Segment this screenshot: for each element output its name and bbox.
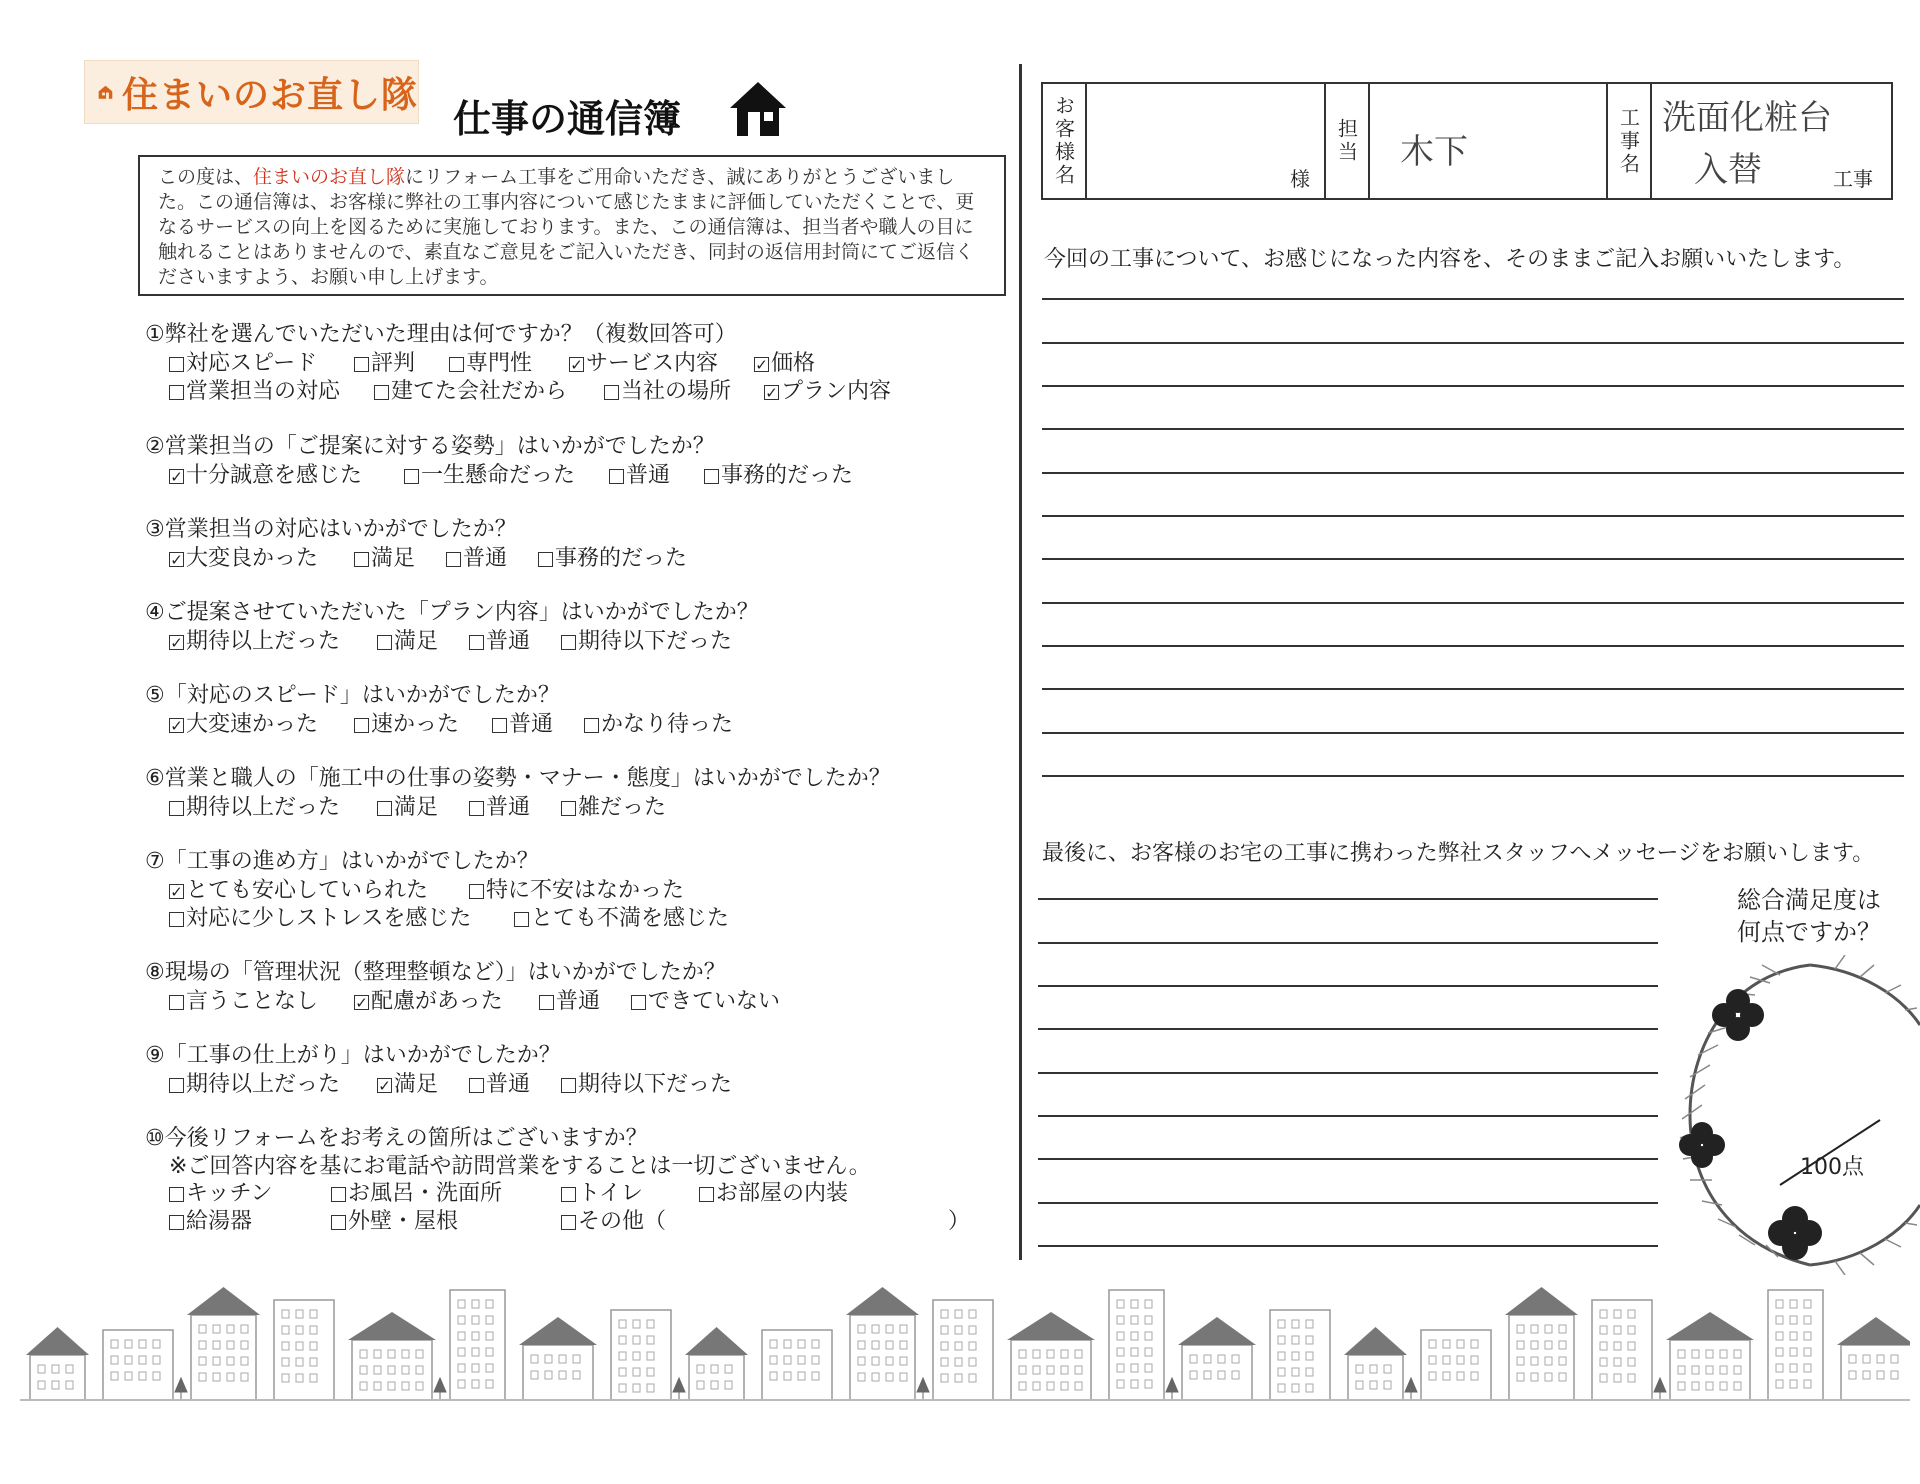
option-label: 給湯器 — [186, 1209, 253, 1234]
staff-name-field[interactable] — [1370, 84, 1608, 198]
option-label: かなり待った — [601, 712, 734, 737]
option-label: とても不満を感じた — [531, 906, 730, 931]
option-label: 満足 — [394, 1072, 439, 1097]
option-label: 事務的だった — [721, 463, 854, 488]
option-label: トイレ — [578, 1181, 643, 1206]
writing-line[interactable] — [1042, 298, 1904, 300]
option-label: お部屋の内装 — [716, 1181, 849, 1206]
question-title: ③営業担当の対応はいかがでしたか？ — [145, 517, 517, 542]
building — [611, 1310, 671, 1400]
checkbox-checked[interactable]: ✓ — [170, 882, 183, 901]
house-logo-icon — [97, 77, 114, 107]
building — [352, 1340, 432, 1400]
checkbox[interactable] — [331, 1215, 346, 1230]
building — [1011, 1340, 1091, 1400]
option-row — [145, 1071, 732, 1099]
checkbox[interactable] — [169, 385, 184, 400]
checkbox-checked[interactable]: ✓ — [378, 1076, 391, 1095]
checkbox[interactable] — [169, 912, 184, 927]
question-title: ⑥営業と職人の「施工中の仕事の姿勢・マナー・態度」はいかがでしたか？ — [145, 766, 891, 791]
option-label: 配慮があった — [371, 989, 503, 1014]
townscape-illustration — [20, 1268, 1910, 1418]
checkbox[interactable] — [699, 1187, 714, 1202]
writing-line[interactable] — [1042, 602, 1904, 604]
roof — [187, 1287, 260, 1315]
question-title: ④ご提案させていただいた「プラン内容」はいかがでしたか？ — [145, 600, 759, 625]
option-label: 普通 — [556, 989, 601, 1014]
question-title: ⑩今後リフォームをお考えの箇所はございますか？ — [145, 1126, 648, 1151]
checkbox[interactable] — [469, 635, 484, 650]
option-label: 対応スピード — [186, 351, 318, 376]
option-row — [145, 628, 759, 656]
option-label: 満足 — [371, 546, 416, 571]
building — [1348, 1355, 1403, 1400]
roof — [519, 1317, 597, 1345]
question-title: ⑦「工事の進め方」はいかがでしたか？ — [145, 849, 539, 874]
work-name-line2: 入替 — [1694, 150, 1762, 190]
building — [1841, 1345, 1910, 1400]
option-label: 営業担当の対応 — [186, 379, 341, 404]
option-label: 特に不安はなかった — [486, 878, 685, 903]
writing-line[interactable] — [1038, 1158, 1658, 1160]
checkbox-checked[interactable]: ✓ — [765, 383, 778, 402]
question-title: ⑨「工事の仕上がり」はいかがでしたか？ — [145, 1043, 561, 1068]
writing-line[interactable] — [1042, 515, 1904, 517]
option-label: プラン内容 — [781, 379, 892, 404]
building — [1670, 1340, 1750, 1400]
checkbox[interactable] — [446, 552, 461, 567]
question-10 — [145, 1124, 970, 1236]
option-row — [145, 462, 853, 490]
checkbox[interactable] — [354, 552, 369, 567]
checkbox[interactable] — [354, 718, 369, 733]
option-row — [145, 711, 733, 739]
question-note: ※ご回答内容を基にお電話や訪問営業をすることは一切ございません。 — [169, 1154, 871, 1179]
checkbox[interactable] — [609, 469, 624, 484]
question-title: ②営業担当の「ご提案に対する姿勢」はいかがでしたか？ — [145, 434, 715, 459]
checkbox-checked[interactable]: ✓ — [170, 716, 183, 735]
tree — [175, 1378, 187, 1400]
option-label: とても安心していられた — [186, 878, 429, 903]
roof — [1178, 1317, 1256, 1345]
message-prompt: 最後に、お客様のお宅の工事に携わった弊社スタッフへメッセージをお願いします。 — [1042, 841, 1875, 866]
roof — [685, 1327, 748, 1355]
writing-line[interactable] — [1042, 342, 1904, 344]
option-label: 期待以下だった — [578, 1072, 733, 1097]
checkbox[interactable] — [538, 552, 553, 567]
option-label: 建てた会社だから — [391, 379, 568, 404]
writing-line[interactable] — [1042, 688, 1904, 690]
checkbox[interactable] — [539, 995, 554, 1010]
roof — [1007, 1312, 1095, 1340]
option-label: 普通 — [486, 795, 531, 820]
company-logo — [84, 60, 419, 124]
intro-before: この度は、 — [158, 166, 254, 188]
building — [1182, 1345, 1252, 1400]
rating-question — [1737, 884, 1881, 948]
intro-text-box — [138, 155, 1006, 296]
rating-question-line2: 何点ですか？ — [1737, 918, 1881, 946]
question-5 — [145, 681, 733, 739]
tree — [1654, 1378, 1666, 1400]
option-label: 期待以上だった — [186, 1072, 341, 1097]
question-9 — [145, 1041, 732, 1099]
option-row — [145, 1208, 970, 1236]
work-name-field[interactable] — [1652, 84, 1891, 198]
staff-name-handwriting: 木下 — [1400, 132, 1468, 172]
option-label: 大変良かった — [186, 546, 319, 571]
column-divider — [1019, 64, 1022, 1260]
writing-line[interactable] — [1042, 472, 1904, 474]
question-2 — [145, 432, 853, 490]
work-label: 工事名 — [1608, 84, 1652, 198]
option-label: 雑だった — [578, 795, 667, 820]
tree — [917, 1378, 929, 1400]
option-label: 期待以上だった — [186, 629, 341, 654]
checkbox[interactable] — [169, 357, 184, 372]
writing-line[interactable] — [1038, 1072, 1658, 1074]
tree — [1166, 1378, 1178, 1400]
checkbox[interactable] — [469, 801, 484, 816]
checkbox[interactable] — [169, 801, 184, 816]
checkbox-checked[interactable]: ✓ — [355, 993, 368, 1012]
option-label: 普通 — [626, 463, 671, 488]
option-label: 満足 — [394, 629, 439, 654]
tree — [434, 1378, 446, 1400]
writing-line[interactable] — [1038, 898, 1658, 900]
building-row — [26, 1287, 1910, 1400]
checkbox[interactable] — [469, 1078, 484, 1093]
option-row — [145, 378, 891, 406]
writing-line[interactable] — [1042, 732, 1904, 734]
customer-label: お客様名 — [1043, 84, 1087, 198]
option-label: 当社の場所 — [621, 379, 732, 404]
question-6 — [145, 764, 891, 822]
writing-line[interactable] — [1042, 645, 1904, 647]
checkbox[interactable] — [514, 912, 529, 927]
roof — [1837, 1317, 1910, 1345]
option-row — [145, 545, 687, 573]
writing-line[interactable] — [1038, 1115, 1658, 1117]
checkbox[interactable] — [354, 357, 369, 372]
option-label: 価格 — [771, 351, 816, 376]
checkbox[interactable] — [631, 995, 646, 1010]
checkbox-checked[interactable]: ✓ — [170, 633, 183, 652]
comment-prompt: 今回の工事について、お感じになった内容を、そのままご記入お願いいたします。 — [1044, 247, 1856, 272]
option-label: 期待以下だった — [578, 629, 733, 654]
building — [30, 1355, 85, 1400]
writing-line[interactable] — [1042, 385, 1904, 387]
option-label: 普通 — [486, 1072, 531, 1097]
work-name-line1: 洗面化粧台 — [1662, 98, 1832, 138]
checkbox[interactable] — [492, 718, 507, 733]
info-table — [1041, 82, 1893, 200]
house-icon — [728, 80, 788, 138]
intro-body: にリフォーム工事をご用命いただき、誠にありがとうございました。この通信簿は、お客様に弊社の工事内容について感じたままに評価していただくことで、更なるサービスの向上を図るために実施しております。また、この通信簿は、担当者や職人の目に触れることはありませんので、素直なご意見をご記入いただき、同封の返信用封筒にてご返信くださいますよう、お願い申し上げます。 — [158, 166, 975, 288]
checkbox-checked[interactable]: ✓ — [170, 467, 183, 486]
option-label: 大変速かった — [186, 712, 319, 737]
option-label: できていない — [648, 989, 781, 1014]
writing-line[interactable] — [1042, 558, 1904, 560]
question-3 — [145, 515, 687, 573]
writing-line[interactable] — [1038, 1028, 1658, 1030]
option-row — [145, 794, 891, 822]
work-suffix: 工事 — [1833, 167, 1873, 191]
option-label: サービス内容 — [586, 351, 719, 376]
question-1 — [145, 320, 891, 406]
closing-paren: ） — [948, 1209, 971, 1234]
roof — [846, 1287, 919, 1315]
writing-line[interactable] — [1038, 942, 1658, 944]
roof — [348, 1312, 436, 1340]
writing-line[interactable] — [1042, 775, 1904, 777]
checkbox[interactable] — [169, 995, 184, 1010]
option-label: その他（ — [578, 1209, 667, 1234]
option-label: 専門性 — [466, 351, 533, 376]
option-row — [145, 905, 729, 933]
option-label: キッチン — [186, 1181, 273, 1206]
checkbox[interactable] — [561, 1215, 576, 1230]
checkbox[interactable] — [169, 1215, 184, 1230]
question-7 — [145, 847, 729, 933]
writing-line[interactable] — [1038, 985, 1658, 987]
customer-name-field[interactable] — [1087, 84, 1326, 198]
checkbox[interactable] — [469, 884, 484, 899]
checkbox[interactable] — [561, 1187, 576, 1202]
checkbox[interactable] — [584, 718, 599, 733]
option-row — [145, 350, 891, 378]
customer-suffix: 様 — [1290, 167, 1310, 191]
score-label: 100点 — [1800, 1155, 1864, 1180]
writing-line[interactable] — [1038, 1245, 1658, 1247]
page-title: 仕事の通信簿 — [453, 97, 682, 141]
flower-icons — [1679, 989, 1822, 1260]
checkbox-checked[interactable]: ✓ — [570, 355, 583, 374]
option-label: 期待以上だった — [186, 795, 341, 820]
checkbox[interactable] — [377, 801, 392, 816]
option-label: 満足 — [394, 795, 439, 820]
rating-question-line1: 総合満足度は — [1737, 886, 1881, 914]
option-label: 対応に少しストレスを感じた — [186, 906, 472, 931]
option-row — [145, 988, 780, 1016]
building — [689, 1355, 744, 1400]
checkbox[interactable] — [331, 1187, 346, 1202]
checkbox[interactable] — [169, 1187, 184, 1202]
option-label: お風呂・洗面所 — [348, 1181, 503, 1206]
intro-company: 住まいのお直し隊 — [253, 166, 406, 188]
writing-line[interactable] — [1038, 1202, 1658, 1204]
roof — [26, 1327, 89, 1355]
checkbox[interactable] — [404, 469, 419, 484]
option-label: 普通 — [509, 712, 554, 737]
checkbox[interactable] — [561, 801, 576, 816]
option-row — [145, 1180, 970, 1208]
checkbox[interactable] — [169, 1078, 184, 1093]
roof — [1344, 1327, 1407, 1355]
checkbox[interactable] — [561, 635, 576, 650]
checkbox[interactable] — [449, 357, 464, 372]
option-label: 一生懸命だった — [421, 463, 576, 488]
wreath-decoration — [1660, 955, 1920, 1275]
option-label: 外壁・屋根 — [348, 1209, 459, 1234]
logo-text: 住まいのお直し隊 — [121, 74, 418, 116]
tree — [673, 1378, 685, 1400]
staff-label: 担当 — [1326, 84, 1370, 198]
building — [1270, 1310, 1330, 1400]
checkbox[interactable] — [377, 635, 392, 650]
option-label: 十分誠意を感じた — [186, 463, 363, 488]
checkbox[interactable] — [604, 385, 619, 400]
option-label: 言うことなし — [186, 989, 319, 1014]
checkbox-checked[interactable]: ✓ — [755, 355, 768, 374]
checkbox[interactable] — [704, 469, 719, 484]
tree — [1405, 1378, 1417, 1400]
checkbox[interactable] — [561, 1078, 576, 1093]
question-title: ⑧現場の「管理状況（整理整頓など）」はいかがでしたか？ — [145, 960, 726, 985]
building — [523, 1345, 593, 1400]
writing-line[interactable] — [1042, 428, 1904, 430]
roof — [1505, 1287, 1578, 1315]
question-4 — [145, 598, 759, 656]
option-label: 速かった — [371, 712, 460, 737]
option-label: 評判 — [371, 351, 416, 376]
option-label: 事務的だった — [555, 546, 688, 571]
checkbox[interactable] — [374, 385, 389, 400]
roof — [1666, 1312, 1754, 1340]
option-row — [145, 877, 729, 905]
question-8 — [145, 958, 780, 1016]
question-title: ⑤「対応のスピード」はいかがでしたか？ — [145, 683, 560, 708]
checkbox-checked[interactable]: ✓ — [170, 550, 183, 569]
option-label: 普通 — [486, 629, 531, 654]
option-label: 普通 — [463, 546, 508, 571]
question-title: ①弊社を選んでいただいた理由は何ですか？（複数回答可） — [145, 322, 737, 347]
